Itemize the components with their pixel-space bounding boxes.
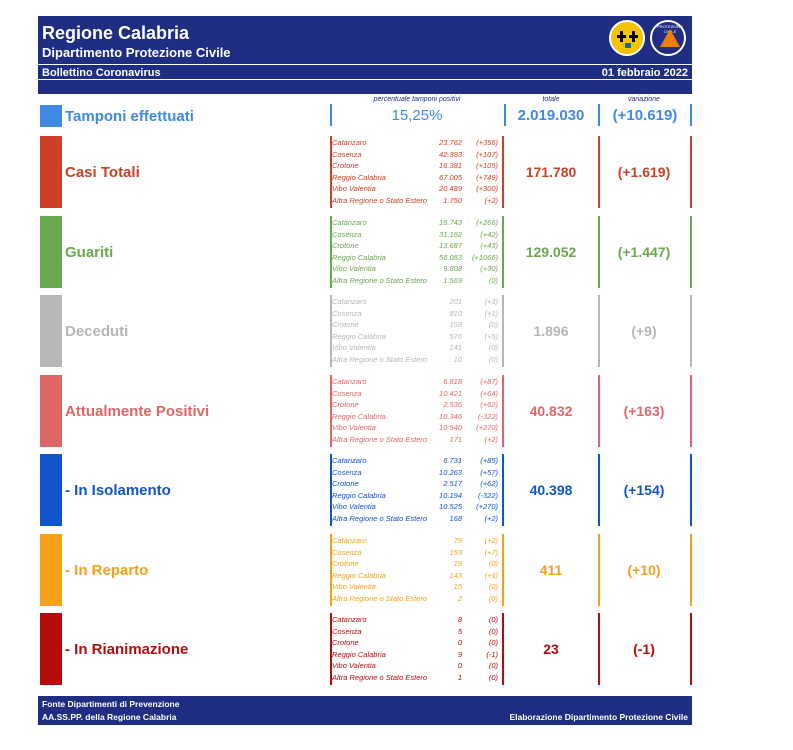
section-marker <box>40 454 62 526</box>
province-row <box>332 241 500 253</box>
source-line-2: AA.SS.PP. della Regione Calabria <box>42 712 177 722</box>
province-name: Crotone <box>332 479 359 489</box>
province-delta: (0) <box>488 593 498 603</box>
province-delta: (+300) <box>476 184 498 194</box>
province-row <box>332 161 500 173</box>
province-delta: (0) <box>488 275 498 285</box>
province-name: Vibo Valentia <box>332 184 376 194</box>
province-name: Altra Regione o Stato Estero <box>332 593 428 603</box>
province-row <box>332 309 500 321</box>
province-row <box>332 673 500 685</box>
province-delta: (0) <box>488 354 498 364</box>
section-title: Attualmente Positivi <box>65 403 210 420</box>
section-marker <box>40 375 62 447</box>
province-delta: (+2) <box>484 434 498 444</box>
province-value: 158 <box>449 320 462 330</box>
province-row <box>332 582 500 594</box>
province-value: 141 <box>449 343 462 353</box>
section-divider <box>690 216 692 288</box>
section-title: Guariti <box>65 244 114 261</box>
province-delta: (-322) <box>477 411 498 421</box>
province-name: Altra Regione o Stato Estero <box>332 672 428 682</box>
section-divider <box>690 136 692 208</box>
province-value: 1 <box>457 672 462 682</box>
province-row <box>332 377 500 389</box>
section-title: Deceduti <box>65 323 129 340</box>
province-value: 153 <box>449 547 462 557</box>
section-total: 1.896 <box>533 323 569 339</box>
province-delta: (-1) <box>486 649 498 659</box>
province-delta: (+270) <box>476 423 498 433</box>
province-delta: (+2) <box>484 536 498 545</box>
province-delta: (+3) <box>484 297 498 306</box>
section-marker <box>40 613 62 685</box>
province-value: 9 <box>457 649 462 659</box>
province-value: 2 <box>457 593 462 603</box>
province-value: 19 <box>453 559 462 569</box>
section-total: 129.052 <box>525 244 577 260</box>
province-name: Catanzaro <box>332 377 367 386</box>
province-delta: (+7) <box>484 547 498 557</box>
triangle-icon <box>660 29 680 47</box>
province-row <box>332 412 500 424</box>
province-row <box>332 173 500 185</box>
province-value: 5 <box>457 626 462 636</box>
province-value: 20.489 <box>439 184 462 194</box>
province-value: 6.731 <box>443 456 462 465</box>
section-divider <box>502 375 504 447</box>
province-value: 1.569 <box>443 275 462 285</box>
province-delta: (0) <box>488 661 498 671</box>
province-row <box>332 435 500 447</box>
province-value: 0 <box>457 638 462 648</box>
province-name: Altra Regione o Stato Estero <box>332 195 428 205</box>
province-value: 10.421 <box>439 388 462 398</box>
province-delta: (+64) <box>480 388 498 398</box>
province-name: Altra Regione o Stato Estero <box>332 434 428 444</box>
province-name: Vibo Valentia <box>332 264 376 274</box>
province-delta: (+2) <box>484 195 498 205</box>
province-row <box>332 184 500 196</box>
province-row <box>332 138 500 150</box>
header-band <box>38 80 692 94</box>
province-value: 31.162 <box>439 229 462 239</box>
section <box>38 454 692 526</box>
province-row <box>332 468 500 480</box>
province-value: 1.750 <box>443 195 462 205</box>
section-divider <box>502 136 504 208</box>
section-delta: (-1) <box>633 641 655 657</box>
regione-calabria-logo-icon <box>609 20 645 56</box>
province-row <box>332 230 500 242</box>
pct-column-label: percentuale tamponi positivi <box>373 96 461 103</box>
province-name: Reggio Calabria <box>332 252 386 262</box>
section-divider <box>502 216 504 288</box>
province-value: 6.818 <box>443 377 462 386</box>
province-row <box>332 559 500 571</box>
province-delta: (+43) <box>480 241 498 251</box>
province-delta: (+107) <box>476 149 498 159</box>
section-total: 40.398 <box>529 482 573 498</box>
section <box>38 295 692 367</box>
province-delta: (+87) <box>480 377 498 386</box>
province-value: 10.263 <box>439 467 462 477</box>
province-value: 23.762 <box>439 138 462 147</box>
section-delta: (+1.619) <box>617 164 671 180</box>
province-name: Reggio Calabria <box>332 490 386 500</box>
province-row <box>332 264 500 276</box>
section-divider <box>502 295 504 367</box>
province-delta: (+2) <box>484 513 498 523</box>
province-list <box>332 456 500 526</box>
province-row <box>332 627 500 639</box>
tamponi-marker <box>40 105 62 127</box>
province-name: Crotone <box>332 559 359 569</box>
region-title: Regione Calabria <box>42 23 190 43</box>
province-name: Vibo Valentia <box>332 661 376 671</box>
province-delta: (+270) <box>476 502 498 512</box>
province-name: Altra Regione o Stato Estero <box>332 275 428 285</box>
province-row <box>332 320 500 332</box>
footer <box>38 696 692 725</box>
province-name: Catanzaro <box>332 456 367 465</box>
province-row <box>332 479 500 491</box>
section-divider <box>690 454 692 526</box>
province-value: 15 <box>453 582 462 592</box>
province-value: 2.536 <box>443 400 462 410</box>
province-name: Cosenza <box>332 229 362 239</box>
section <box>38 613 692 685</box>
province-delta: (+266) <box>476 218 498 227</box>
section <box>38 534 692 606</box>
section-divider <box>502 454 504 526</box>
section-total: 411 <box>539 562 563 578</box>
section-divider <box>690 613 692 685</box>
province-delta: (+85) <box>480 456 498 465</box>
section <box>38 216 692 288</box>
tamponi-total: 2.019.030 <box>517 107 585 124</box>
var-column-label: variazione <box>628 96 660 103</box>
province-row <box>332 514 500 526</box>
province-delta: (+105) <box>476 161 498 171</box>
province-row <box>332 661 500 673</box>
section-marker <box>40 216 62 288</box>
section-marker <box>40 136 62 208</box>
province-row <box>332 536 500 548</box>
province-row <box>332 456 500 468</box>
province-delta: (+5) <box>484 331 498 341</box>
province-row <box>332 548 500 560</box>
province-row <box>332 615 500 627</box>
province-name: Reggio Calabria <box>332 331 386 341</box>
province-delta: (+62) <box>480 479 498 489</box>
province-value: 168 <box>449 513 462 523</box>
province-value: 13.687 <box>439 241 462 251</box>
section <box>38 375 692 447</box>
province-delta: (+57) <box>480 467 498 477</box>
province-value: 10.525 <box>439 502 462 512</box>
province-delta: (+1) <box>484 308 498 318</box>
province-name: Reggio Calabria <box>332 649 386 659</box>
province-value: 8 <box>457 615 462 624</box>
province-list <box>332 615 500 685</box>
section-delta: (+154) <box>623 482 665 498</box>
province-row <box>332 332 500 344</box>
province-delta: (0) <box>488 638 498 648</box>
section-delta: (+1.447) <box>617 244 671 260</box>
section-divider <box>690 295 692 367</box>
tamponi-divider <box>690 104 692 126</box>
province-name: Vibo Valentia <box>332 423 376 433</box>
department-subtitle: Dipartimento Protezione Civile <box>42 45 231 60</box>
section-delta: (+163) <box>623 403 665 419</box>
province-name: Vibo Valentia <box>332 582 376 592</box>
province-name: Crotone <box>332 320 359 330</box>
province-row <box>332 150 500 162</box>
section-divider <box>502 534 504 606</box>
province-value: 79 <box>453 536 462 545</box>
province-name: Catanzaro <box>332 138 367 147</box>
section-divider <box>690 375 692 447</box>
province-name: Crotone <box>332 638 359 648</box>
source-line-1: Fonte Dipartimenti di Prevenzione <box>42 699 180 709</box>
logos <box>609 20 686 56</box>
province-value: 42.393 <box>439 149 462 159</box>
province-value: 0 <box>457 661 462 671</box>
province-list <box>332 218 500 288</box>
province-delta: (0) <box>488 582 498 592</box>
province-row <box>332 423 500 435</box>
section-divider <box>502 613 504 685</box>
logo-label: PROTEZIONE CIVILE <box>656 24 683 34</box>
province-name: Cosenza <box>332 149 362 159</box>
province-row <box>332 650 500 662</box>
section-delta: (+10) <box>627 562 661 578</box>
section-title: Casi Totali <box>65 164 140 181</box>
province-delta: (-322) <box>477 490 498 500</box>
province-name: Reggio Calabria <box>332 570 386 580</box>
bulletin-date: 01 febbraio 2022 <box>601 67 688 79</box>
section-total: 40.832 <box>529 403 573 419</box>
province-name: Vibo Valentia <box>332 502 376 512</box>
province-row <box>332 276 500 288</box>
province-delta: (+62) <box>480 400 498 410</box>
province-value: 56.083 <box>439 252 462 262</box>
province-value: 171 <box>449 434 462 444</box>
total-column-label: totale <box>542 96 560 103</box>
province-row <box>332 218 500 230</box>
province-name: Reggio Calabria <box>332 172 386 182</box>
province-name: Crotone <box>332 241 359 251</box>
province-list <box>332 377 500 447</box>
crosses-icon <box>617 28 639 50</box>
province-name: Catanzaro <box>332 218 367 227</box>
province-row <box>332 638 500 650</box>
province-row <box>332 343 500 355</box>
province-name: Cosenza <box>332 308 362 318</box>
province-value: 16.743 <box>439 218 462 227</box>
province-delta: (0) <box>488 320 498 330</box>
province-list <box>332 297 500 367</box>
province-row <box>332 400 500 412</box>
province-delta: (0) <box>488 626 498 636</box>
province-delta: (+1066) <box>471 252 498 262</box>
credit-line: Elaborazione Dipartimento Protezione Civile <box>509 712 688 722</box>
province-row <box>332 355 500 367</box>
section <box>38 136 692 208</box>
province-value: 10.194 <box>439 490 462 500</box>
province-delta: (+749) <box>476 172 498 182</box>
section-title: - In Rianimazione <box>65 641 189 658</box>
section-total: 23 <box>543 641 559 657</box>
section-title: - In Reparto <box>65 562 149 579</box>
protezione-civile-logo-icon <box>650 20 686 56</box>
province-name: Catanzaro <box>332 297 367 306</box>
province-delta: (+1) <box>484 570 498 580</box>
province-row <box>332 297 500 309</box>
province-name: Vibo Valentia <box>332 343 376 353</box>
province-name: Catanzaro <box>332 615 367 624</box>
bulletin-bar <box>38 64 692 80</box>
section-marker <box>40 534 62 606</box>
province-delta: (+42) <box>480 229 498 239</box>
province-list <box>332 138 500 208</box>
province-row <box>332 594 500 606</box>
province-row <box>332 389 500 401</box>
province-value: 16.381 <box>439 161 462 171</box>
province-name: Crotone <box>332 400 359 410</box>
section-title: - In Isolamento <box>65 482 171 499</box>
province-delta: (0) <box>488 343 498 353</box>
province-name: Cosenza <box>332 547 362 557</box>
tamponi-delta: (+10.619) <box>612 107 678 124</box>
header <box>38 16 692 80</box>
section-divider <box>690 534 692 606</box>
province-delta: (0) <box>488 615 498 624</box>
province-row <box>332 502 500 514</box>
province-delta: (+356) <box>476 138 498 147</box>
province-value: 9.808 <box>443 264 462 274</box>
province-row <box>332 571 500 583</box>
bulletin-label: Bollettino Coronavirus <box>42 67 161 79</box>
bulletin-frame <box>38 16 692 726</box>
province-value: 10.540 <box>439 423 462 433</box>
province-name: Catanzaro <box>332 536 367 545</box>
province-name: Crotone <box>332 161 359 171</box>
province-name: Altra Regione o Stato Estero <box>332 354 428 364</box>
province-name: Cosenza <box>332 388 362 398</box>
province-row <box>332 196 500 208</box>
province-name: Altra Regione o Stato Estero <box>332 513 428 523</box>
province-value: 67.005 <box>439 172 462 182</box>
province-value: 810 <box>449 308 462 318</box>
province-list <box>332 536 500 606</box>
province-row <box>332 253 500 265</box>
province-delta: (0) <box>488 559 498 569</box>
province-value: 10.346 <box>439 411 462 421</box>
section-total: 171.780 <box>525 164 577 180</box>
province-value: 143 <box>449 570 462 580</box>
province-value: 10 <box>453 354 462 364</box>
province-row <box>332 491 500 503</box>
province-value: 201 <box>449 297 462 306</box>
province-delta: (0) <box>488 672 498 682</box>
province-name: Reggio Calabria <box>332 411 386 421</box>
province-name: Cosenza <box>332 467 362 477</box>
tamponi-percentage: 15,25% <box>391 107 443 124</box>
province-value: 576 <box>449 331 462 341</box>
section-delta: (+9) <box>631 323 657 339</box>
province-delta: (+30) <box>480 264 498 274</box>
province-value: 2.517 <box>443 479 462 489</box>
province-name: Cosenza <box>332 626 362 636</box>
tamponi-title: Tamponi effettuati <box>65 108 194 125</box>
section-marker <box>40 295 62 367</box>
